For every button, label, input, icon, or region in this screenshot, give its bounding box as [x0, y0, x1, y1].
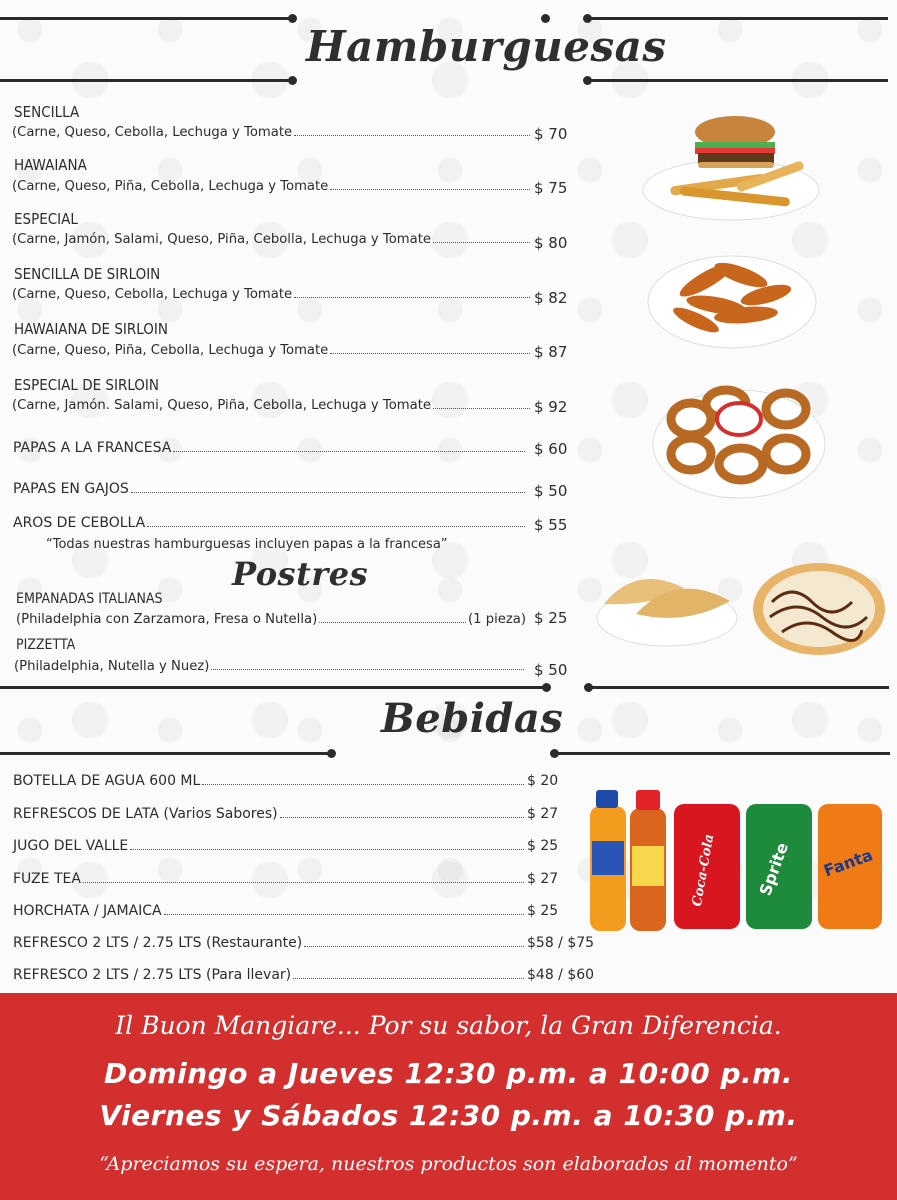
side-item-price: $ 50	[534, 482, 568, 500]
menu-item-name: ESPECIAL	[14, 210, 78, 228]
menu-item-name: SENCILLA	[14, 103, 80, 121]
menu-item-desc	[12, 125, 532, 140]
sprite-label: Sprite	[755, 840, 793, 899]
menu-item-name: HAWAIANA	[14, 156, 87, 174]
leader-dots	[330, 188, 530, 190]
drink-price: $48 / $60	[527, 967, 595, 983]
drink-price: $ 25	[527, 903, 559, 919]
header-dot-bottom-left	[288, 76, 297, 85]
leader-dots	[173, 450, 525, 452]
footer-banner	[0, 993, 897, 1200]
desc-text: (Philadelphia con Zarzamora, Fresa o Nutella)	[16, 612, 318, 627]
dessert-item-desc	[14, 659, 526, 674]
bebidas-title: Bebidas	[381, 695, 564, 742]
drink-price: $ 20	[527, 773, 559, 789]
drink-price: $ 27	[527, 871, 559, 887]
drink-row	[13, 806, 526, 822]
footer-message: “Apreciamos su espera, nuestros productos son elaborados al momento”	[99, 1153, 798, 1175]
drink-name: BOTELLA DE AGUA 600 ML	[13, 773, 201, 789]
footer-slogan: Il Buon Mangiare... Por su sabor, la Gran Diferencia.	[115, 1011, 782, 1040]
leader-dots	[433, 407, 530, 409]
header-dot-left	[288, 14, 297, 23]
menu-item-desc	[12, 232, 532, 247]
menu-item-name: ESPECIAL DE SIRLOIN	[14, 376, 159, 394]
dessert-item-price: $ 25	[534, 609, 568, 627]
drink-name: REFRESCO 2 LTS / 2.75 LTS (Para llevar)	[13, 967, 292, 983]
side-item-row	[13, 481, 527, 497]
desc-text: (Philadelphia, Nutella y Nuez)	[14, 659, 210, 674]
menu-item-name: HAWAIANA DE SIRLOIN	[14, 320, 168, 338]
drink-row	[13, 773, 526, 789]
coca-cola-label: Coca-Cola	[689, 833, 718, 908]
menu-item-price: $ 82	[534, 289, 568, 307]
dessert-item-price: $ 50	[534, 661, 568, 679]
potato-wedges-photo	[646, 240, 818, 352]
side-item-name: AROS DE CEBOLLA	[13, 515, 146, 531]
fanta-label: Fanta	[821, 845, 876, 881]
leader-dots	[131, 491, 525, 493]
drink-row	[13, 838, 526, 854]
bebidas-rule-top-right	[589, 686, 889, 689]
drink-name: HORCHATA / JAMAICA	[13, 903, 162, 919]
menu-item-desc	[12, 179, 532, 194]
footer-hours-weekdays: Domingo a Jueves 12:30 p.m. a 10:00 p.m.	[104, 1057, 793, 1090]
desc-text: (Carne, Queso, Cebolla, Lechuga y Tomate	[12, 125, 293, 140]
leader-dots	[330, 352, 530, 354]
menu-item-desc	[12, 343, 532, 358]
leader-dots	[304, 945, 524, 947]
menu-item-price: $ 80	[534, 234, 568, 252]
bebidas-dot-top-1	[542, 683, 551, 692]
dessert-item-name: PIZZETTA	[16, 637, 76, 653]
leader-dots	[147, 525, 525, 527]
postres-title: Postres	[232, 555, 369, 593]
drink-price: $58 / $75	[527, 935, 595, 951]
leader-dots	[280, 816, 524, 818]
drink-price: $ 27	[527, 806, 559, 822]
drink-row	[13, 871, 526, 887]
header-dot-bottom-right	[583, 76, 592, 85]
drink-name: REFRESCO 2 LTS / 2.75 LTS (Restaurante)	[13, 935, 303, 951]
side-item-row	[13, 515, 527, 531]
bebidas-rule-bottom-right	[555, 752, 890, 755]
header-rule-bottom-left	[0, 79, 290, 82]
menu-item-price: $ 70	[534, 125, 568, 143]
dessert-item-desc	[16, 612, 526, 627]
menu-item-desc	[12, 398, 532, 413]
onion-rings-photo	[651, 374, 827, 502]
bebidas-rule-bottom-left	[0, 752, 330, 755]
header-rule-left	[0, 17, 290, 20]
menu-item-name: SENCILLA DE SIRLOIN	[14, 265, 161, 283]
leader-dots	[293, 977, 524, 979]
menu-item-price: $ 87	[534, 343, 568, 361]
drink-row	[13, 935, 526, 951]
side-item-price: $ 55	[534, 516, 568, 534]
drink-row	[13, 967, 526, 983]
leader-dots	[294, 134, 530, 136]
side-item-row	[13, 440, 527, 456]
dessert-item-name: EMPANADAS ITALIANAS	[16, 591, 163, 607]
empanadas-photo	[596, 566, 738, 648]
hamburguesas-note: “Todas nuestras hamburguesas incluyen papas a la francesa”	[46, 537, 448, 552]
header-rule-right	[588, 17, 888, 20]
side-item-name: PAPAS A LA FRANCESA	[13, 440, 172, 456]
desc-text: (Carne, Jamón. Salami, Queso, Piña, Cebolla, Lechuga y Tomate	[12, 398, 432, 413]
bebidas-dot-bottom-1	[327, 749, 336, 758]
leader-dots	[130, 848, 524, 850]
bebidas-rule-top-left	[0, 686, 545, 689]
desc-text: (Carne, Queso, Cebolla, Lechuga y Tomate	[12, 287, 293, 302]
leader-dots	[211, 668, 524, 670]
drink-name: REFRESCOS DE LATA (Varios Sabores)	[13, 806, 278, 822]
drink-price: $ 25	[527, 838, 559, 854]
menu-item-price: $ 92	[534, 398, 568, 416]
side-item-name: PAPAS EN GAJOS	[13, 481, 129, 497]
menu-item-price: $ 75	[534, 179, 568, 197]
leader-dots	[294, 296, 530, 298]
leader-dots	[164, 913, 524, 915]
drink-row	[13, 903, 526, 919]
desc-text: (Carne, Queso, Piña, Cebolla, Lechuga y Tomate	[12, 343, 329, 358]
desc-text: (Carne, Jamón, Salami, Queso, Piña, Cebolla, Lechuga y Tomate	[12, 232, 432, 247]
leader-dots	[83, 881, 524, 883]
pizzetta-photo	[752, 562, 887, 657]
leader-dots	[202, 783, 524, 785]
header-rule-bottom-right	[588, 79, 888, 82]
burger-fries-photo	[640, 110, 822, 228]
menu-item-desc	[12, 287, 532, 302]
side-item-price: $ 60	[534, 440, 568, 458]
drink-name: JUGO DEL VALLE	[13, 838, 129, 854]
dessert-extra: (1 pieza)	[467, 612, 526, 627]
drinks-photo	[586, 786, 886, 936]
leader-dots	[433, 241, 530, 243]
hamburguesas-title: Hamburguesas	[306, 22, 667, 71]
footer-hours-weekend: Viernes y Sábados 12:30 p.m. a 10:30 p.m.	[99, 1099, 798, 1132]
leader-dots	[319, 621, 466, 623]
drink-name: FUZE TEA	[13, 871, 81, 887]
desc-text: (Carne, Queso, Piña, Cebolla, Lechuga y Tomate	[12, 179, 329, 194]
